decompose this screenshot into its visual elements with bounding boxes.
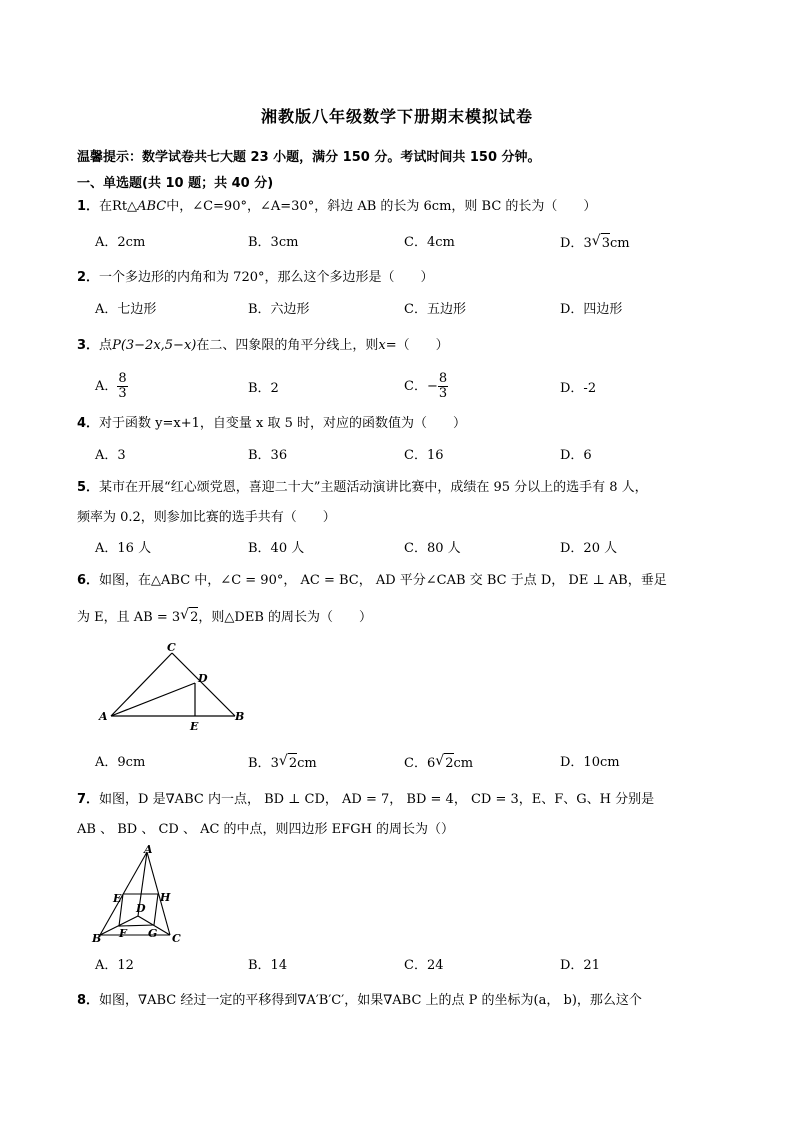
- section-heading: 一、单选题(共 10 题；共 40 分): [77, 176, 274, 191]
- question-1: [77, 197, 596, 217]
- question-6-line-2: [77, 607, 372, 628]
- label-d: D: [198, 672, 208, 685]
- option-c: [404, 753, 473, 774]
- label-c: C: [172, 932, 181, 945]
- label-f: F: [119, 927, 127, 940]
- question-text: 如图，D 是∇ABC 内一点， BD ⊥ CD， AD = 7， BD = 4， CD = 3，E、F、G、H 分别是: [99, 792, 655, 807]
- question-text: 如图，在△ABC 中，∠C = 90°， AC = BC， AD 平分∠CAB 交 BC 于点 D， DE ⊥ AB，垂足: [99, 573, 667, 588]
- fraction: [438, 372, 448, 401]
- option-d: D．6: [560, 448, 592, 463]
- label-h: H: [160, 891, 171, 904]
- option-b: B．36: [248, 448, 288, 463]
- label-e: E: [190, 720, 199, 733]
- option-label: C．: [404, 756, 427, 771]
- radicand: √ 3: [601, 233, 610, 254]
- option-a: A．9cm: [95, 755, 146, 770]
- option-a: A．16 人: [95, 541, 152, 556]
- unit: cm: [297, 756, 317, 771]
- question-number: 6．: [77, 573, 100, 588]
- coefficient: 3: [583, 236, 592, 251]
- quadrilateral-figure-q7: [88, 842, 188, 952]
- question-text: 对于函数 y=x+1，自变量 x 取 5 时，对应的函数值为（ ）: [99, 416, 467, 431]
- question-number: 1．: [77, 199, 100, 214]
- question-2: [77, 268, 434, 288]
- question-number: 4．: [77, 416, 100, 431]
- option-label: C．−: [404, 379, 438, 394]
- question-text: =（ ）: [385, 338, 449, 353]
- option-c: C．24: [404, 958, 444, 973]
- option-c: C．4cm: [404, 235, 455, 250]
- option-b: B．40 人: [248, 541, 305, 556]
- question-text: 中，∠C=90°，∠A=30°，斜边 AB 的长为 6cm，则 BC 的长为（ ）: [166, 199, 597, 214]
- question-5: [77, 478, 648, 498]
- question-5-line-2: 频率为 0.2，则参加比赛的选手共有（ ）: [77, 510, 336, 525]
- question-number: 8．: [77, 993, 100, 1008]
- option-a: A．12: [95, 958, 134, 973]
- denominator: 3: [118, 386, 127, 401]
- question-number: 7．: [77, 792, 100, 807]
- option-a: [95, 372, 128, 401]
- option-c: C．16: [404, 448, 444, 463]
- option-d: D．20 人: [560, 541, 618, 556]
- question-7-line-2: AB 、 BD 、 CD 、 AC 的中点，则四边形 EFGH 的周长为（）: [77, 822, 455, 837]
- question-text: 如图，∇ABC 经过一定的平移得到∇A′B′C′，如果∇ABC 上的点 P 的坐标为(a， b)，那么这个: [99, 993, 642, 1008]
- unit: cm: [610, 236, 630, 251]
- question-text: 在二、四象限的角平分线上，则: [196, 338, 379, 353]
- option-a: A．3: [95, 448, 126, 463]
- label-b: B: [92, 932, 102, 945]
- page-title: 湘教版八年级数学下册期末模拟试卷: [260, 107, 533, 126]
- question-text: 一个多边形的内角和为 720°，那么这个多边形是（ ）: [99, 270, 434, 285]
- option-a: A．七边形: [95, 302, 157, 317]
- fraction: [117, 372, 127, 401]
- question-6: [77, 571, 667, 591]
- option-label: A．: [95, 379, 118, 394]
- option-b: B．2: [248, 381, 279, 396]
- exam-tip: 温馨提示：数学试卷共七大题 23 小题，满分 150 分。考试时间共 150 分钟。: [77, 150, 541, 165]
- unit: cm: [453, 756, 474, 771]
- denominator: 3: [438, 386, 448, 401]
- option-b: [248, 753, 317, 774]
- label-a: A: [99, 710, 108, 723]
- question-number: 3．: [77, 338, 100, 353]
- question-text: 为 E，且 AB = 3: [77, 610, 181, 625]
- coefficient: 3: [270, 756, 279, 771]
- option-c: C．80 人: [404, 541, 461, 556]
- question-text: 在Rt△: [99, 199, 138, 214]
- label-c: C: [167, 641, 176, 654]
- radicand: √ 2: [288, 753, 297, 774]
- option-label: D．: [560, 236, 584, 251]
- option-b: B．3cm: [248, 235, 299, 250]
- option-d: [560, 233, 630, 254]
- radicand: √ 2: [444, 753, 453, 774]
- question-7: [77, 790, 654, 810]
- coefficient: 6: [426, 756, 436, 771]
- radicand: √ 2: [189, 607, 198, 628]
- label-g: G: [148, 927, 158, 940]
- numerator: 8: [118, 371, 127, 386]
- option-b: B．14: [248, 958, 288, 973]
- point-p: P: [112, 338, 121, 353]
- question-number: 5．: [77, 480, 100, 495]
- question-text: ABC: [137, 199, 167, 214]
- option-d: D．四边形: [560, 302, 623, 317]
- option-label: B．: [248, 756, 271, 771]
- option-c: C．五边形: [404, 302, 466, 317]
- option-a: A．2cm: [95, 235, 146, 250]
- question-text: 某市在开展“红心颂党恩，喜迎二十大”主题活动演讲比赛中，成绩在 95 分以上的选手有 8 人，: [99, 480, 648, 495]
- label-d: D: [136, 902, 146, 915]
- triangle-figure-q6: [90, 640, 250, 740]
- label-b: B: [235, 710, 245, 723]
- coordinate-expr: (3−2x,5−x): [120, 338, 197, 353]
- label-a: A: [144, 843, 153, 856]
- option-d: D．10cm: [560, 755, 620, 770]
- label-e: E: [113, 892, 122, 905]
- numerator: 8: [438, 371, 448, 386]
- question-number: 2．: [77, 270, 100, 285]
- question-text: 点: [99, 338, 113, 353]
- option-d: D．-2: [560, 381, 597, 396]
- variable-x: x: [378, 338, 386, 353]
- option-b: B．六边形: [248, 302, 310, 317]
- question-4: [77, 414, 466, 434]
- option-d: D．21: [560, 958, 600, 973]
- question-3: [77, 336, 449, 356]
- question-8: [77, 991, 642, 1011]
- question-text: ，则△DEB 的周长为（ ）: [198, 610, 373, 625]
- option-c: [404, 372, 448, 401]
